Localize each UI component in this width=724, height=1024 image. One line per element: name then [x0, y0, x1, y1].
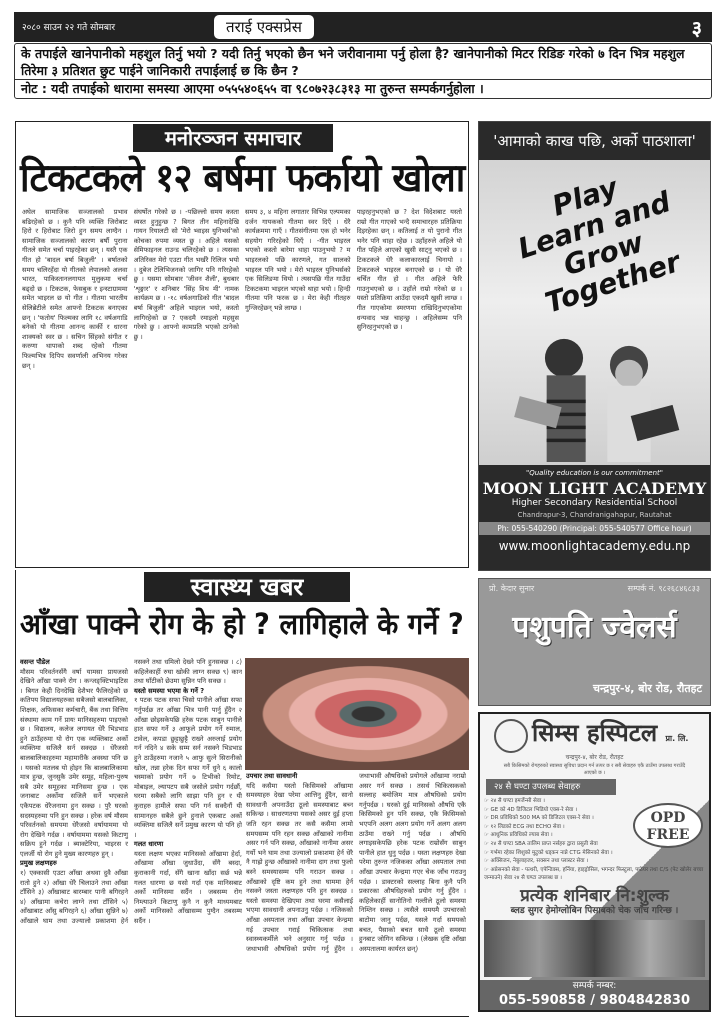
- hospital-advertisement: [478, 712, 711, 1012]
- ad-slogan: Play Learn and Grow Together: [513, 170, 685, 320]
- hospital-description: सबै किसिमको रोगहरुको स्वास्थ्य सुविधा प्रदान गर्न तत्पर छ र सबै सेवाहरु एकै ठाउँमा उपलब्ध गराउँदै आएको छ ।: [503, 763, 686, 776]
- offer-subtitle: ब्लड सुगर हेमोग्लोबिन पिसाबको चेक जाँच गरिन्छ ।: [510, 905, 679, 916]
- jewelers-advertisement: [478, 578, 711, 706]
- school-website: www.moonlightacademy.edu.np: [498, 539, 691, 553]
- opd-free-badge: OPD FREE: [633, 803, 703, 848]
- service-item: ☞ १२ लिडको ECG तथा ECHO सेवा ।: [484, 823, 565, 830]
- service-item: ☞ DR प्रविधिको 500 MA को डिजिटल एक्स-रे सेवा ।: [484, 815, 594, 822]
- notice-text: के तपाईले खानेपानीको महशुल तिर्नु भयो ? यदी तिर्नु भएको छैन भने जरीवानामा पर्नु होला है? खानेपानीको मिटर रिडिङ गरेको ७ दिन भित्र महशुल तिरेमा ३ प्रतिशत छुट पाईने जानिकारी तपाईलाई छ कि छैन ?: [21, 46, 685, 78]
- headline: टिकटकले १२ बर्षमा फर्कायो खोला: [20, 156, 465, 201]
- issue-date: २०८० साउन २२ गते सोमबार: [22, 23, 116, 33]
- health-article: [15, 570, 469, 1017]
- school-subtitle: Higher Secondary Residential School: [511, 498, 678, 508]
- school-name: MOON LIGHT ACADEMY: [482, 479, 707, 498]
- subheading: उपचार तथा सावधानी: [246, 772, 298, 780]
- page-number: ३: [691, 16, 702, 40]
- ad-tagline: 'आमाको काख पछि, अर्को पाठशाला': [479, 122, 710, 160]
- school-advertisement: [478, 121, 711, 571]
- service-item: ☞ आधुनिक प्रविधिको ल्याब सेवा ।: [484, 832, 553, 839]
- contact-label: सम्पर्क नम्बर:: [572, 981, 617, 991]
- hospital-contact: [480, 980, 709, 1010]
- water-bill-notice: [14, 43, 712, 99]
- school-address: Chandrapur-3, Chandranigahapur, Rautahat: [517, 511, 672, 519]
- subheading: प्रमुख लक्षणहरु: [20, 859, 57, 868]
- contact-numbers: 055-590858 / 9804842830: [498, 993, 691, 1008]
- author-byline: वसन्त पौडेल: [20, 658, 50, 666]
- ad-footer: [479, 465, 710, 570]
- article-text: [246, 772, 466, 1013]
- article-text: [20, 658, 242, 927]
- offer-title: प्रत्येक शनिबार नि:शुल्क: [520, 885, 669, 906]
- service-item: ☞ अप्रेसनको सेवा - पत्थरी, एपेन्डिक्स, हर्निया, हाइड्रोसिल, भगन्दर फिस्टुला, पाठेघर तथा C/S (पेट खोलेर बच्चा जन्माउने) सेवा २४ सै घण्टा उपलब्ध छ ।: [484, 866, 704, 882]
- jewelers-phone: सम्पर्क नं. ९८२६८४६८३३: [627, 584, 700, 593]
- paragraph: १) एक्कासी एउटा आँखा अथवा दुवै आँखा रातो हुने २) आँखा धेरै चिलाउने तथा आँखा टाँसिने ३) आँखाबाट बारम्बार पानी बगिरहने ४) आँखामा कचेरा लाग्ने तथा टाँसिने ५) आँखाबाट आँसु बगिरहने ६) आँखा सुन्निने ७) आँखाले घाम तथा उज्यालो प्रकाशमा हेर्न नसक्ने तथा धमिलो देख्ने पनि हुनसक्छ । ८) कहिलेकाहीं रुघा खोकी लाग्न सक्छ ९) कान तथा घाँटीको छेउमा सुन्निन पनि सक्छ ।: [20, 658, 242, 926]
- saturday-offer: [480, 886, 709, 917]
- article-body: [20, 658, 242, 1013]
- proprietor: प्रो. केदार सुनार: [489, 584, 535, 593]
- subheading: गलत धारणा: [134, 840, 164, 849]
- article-columns-left: [20, 658, 242, 1013]
- red-eye-photo: [245, 658, 469, 770]
- hospital-name: [532, 718, 688, 754]
- page-header: [14, 12, 712, 42]
- hospital-logo-icon: [494, 719, 528, 753]
- service-item: ☞ अक्सिजन, नेबुलाइजर, सक्सन तथा प्लास्टर सेवा ।: [484, 858, 589, 865]
- entertainment-article: [15, 121, 469, 568]
- jewelers-name: पशुपति ज्वेलर्स: [512, 610, 677, 645]
- paragraph: मौसम परिवर्तनसँगै वर्षा यामसा प्रायजसो देखिने आँखा पाक्ने रोग । कन्जङ्क्टिभाइटिस । बिगत केही दिनदेखि देशैभर फैलिरहेको छ कतिपय विद्यालयहरुका सबैजसो बालबालिका, शिक्षक, अफिसका कर्मचारी, बैंक तथा वित्तिय संस्थामा काम गर्ने प्रायः मानिसहरुमा पाइएको छ । विद्यालय, कलेज लगायत धेरै भिडभाड हुने ठाउँहरुमा यो रोग एक व्यक्तिबाट अर्को व्यक्तिमा सजिलै सर्न सक्दछ । धेरैजसो बालबालिकाहरुमा महामारीकै अवस्था पनि छ । यसको मतलब यो होइन कि बालबालिकामा मात्र हुन्छ, जुनसुकै उमेर समूह, महिला-पुरुष सबै उमेर समूहका मानिसमा हुन्छ । एक जनाबाट अर्कोमा सजिलै सर्ने भएकाले एकैपटक धेरैजनामा हुन सक्छ । पुरै घरको सदस्यहरुमा पनि हुन सक्छ । हरेक वर्ष मौसम परिवर्तनको समयमा धेरैजसो वर्षायाममा यो रोग देखिने गर्दछ । वर्षायाममा यसको किटाणु सक्रिय हुने गर्दछ । ब्याक्टेरिया, भाइरस र एलर्जी यो रोग हुने मुख्य कारणहरु हुन् ।: [20, 667, 128, 858]
- article-column: समय ३, ४ महिना लगातार विभिन्न एल्पमका दर्जन गायकको गीतमा स्वर दिएँ । धेरै कार्यक्रममा गाएँ । गीतसंगीतमा एक हो भनेर सहयोग गरिरहेको थिएँ । -गीत भाइरल भएको कस्तो बारेमा थाहा पाउनुभयो ? म भाइरलको पछि कारणले, गत सालको भाइरल पनि भयो । मेरो भाइरल युनिभर्सको एक सिलिङमा थियो । त्यसपछि गीत गाउँदा टिकटकमा भाइरल भएको थाहा भयो । हिन्दी गीतमा पनि फरक छ । मेरा केही गीतहरु गुन्जिरहेछन् भन्ने लाग्छ ।: [245, 208, 351, 312]
- headline: आँखा पाक्ने रोग के हो ? लागिहाले के गर्ने ?: [20, 607, 464, 641]
- hospital-name-text: सिम्स हस्पिटल: [532, 719, 658, 747]
- ad-quote: "Quality education is our commitment": [525, 469, 664, 477]
- children-reading-image: [499, 332, 694, 462]
- article-column: पाइरहनुभएको छ ? देश विदेशबाट यस्तो राम्रो गीत गाएको भन्दै समाचारहरु प्रतिक्रिया दिइरहेका छन् । कतिलाई त यो पुरानो गीत भनेर पनि थाहा रहेछ । उहाँहरुले अहिले यो गीत पहिले आएको खुसी साट्नु भएको छ । टिकटकले धेरै कलाकारलाई चिनायो । टिकटकले भाइरल बनाएको छ । यो धेरै चर्चित गीत हो । गीत अहिले फेरि गाउनुभएको छ । उहाँले राम्रो गरेको छ । यस्तो प्रतिक्रिया आउँदा एकदमै खुसी लाग्छ । गीत गाएकोमा स्मरणमा राखिदिनुभएकोमा धन्यवाद भन्न चाहन्छु । अहिलेसम्म पनि सुनिरहनुभएको छ ।: [356, 208, 462, 332]
- paragraph: यदि कसैमा यस्तो किसिमको आँखामा समस्याहरु देखा परेमा आत्तिनु हुँदैन, सानो सावधानी अपनाउँदा ठूलो समस्याबाट बच्न सकिन्छ । साधरणतया यसको असर दुई हप्ता जति रहन सक्छ तर कसै कसैमा लामो समयसम्म पनि रहन सक्छ आँखाको नानीमा असर गर्न पनि सक्छ, आँखाको नानीमा असर गर्यो भने घाम तथा उज्यालो प्रकाशमा हेर्न धेरै नै गाह्रो हुन्छ आँखाको नानीमा दाग तथा फुलो बस्ने समस्यासम्म पनि गराउन सक्छ । आँखाको दृष्टि कम हुने तथा घाममा हेर्न नसक्ने जस्ता लक्षणहरु पनि हुन सक्दछ । यस्तो समस्या देखिएमा तथा घरमा कसैलाई भएमा सावधानी अपनाउनु पर्दछ । नजिकको आँखा अस्पताल तथा आँखा उपचार केन्द्रमा गई उपचार गराई चिकित्सक तथा स्वास्थ्यकर्मीले भने अनुसार गर्नु पर्दछ । जथाभावी औषधिको प्रयोग गर्नु हुँदैन । जथाभावी औषधिको प्रयोगले आँखामा नराम्रो असर गर्न सक्छ । तसर्थ चिकित्सकको सल्लाह बमोजिम मात्र औषधिको प्रयोग गर्नुपर्दछ । घरको दुई मानिसको औषधि एकै किसिमको हुन पनि सक्छ, एकै किसिमको भएपनि अलग अलग प्रयोग गर्ने अलग अलग ठाउँमा राख्ने गर्नु पर्दछ । औषधि लगाइसकेपछि हरेक पटक राम्रोसँग साबुन पानीले हात धुनु पर्दछ । यस्ता लक्षणहरु देखा परेमा तुरुन्त नजिकका आँखा अस्पताल तथा आँखा उपचार केन्द्रमा गएर चेक जाँच गराउनु पर्दछ । डाक्टरको सल्लाह बिना कुनै पनि प्रकारका औषधिहरुको प्रयोग गर्नु हुँदैन । कहिलेकाहीं सानोतिनो गल्तीले ठूलो समस्या निम्तिन सक्छ । त्यसैले समयमै उपचारको बाटोमा जानु पर्दछ, यसले गर्दा समयको बचत, पैसाको बचत साथै ठूलो समस्या हुनबाट जोगिन सकिन्छ । (लेखक दृष्टि आँखा अस्पतालमा कार्यरत छन्): [246, 772, 466, 953]
- article-column: संघर्षोत गरेको छ । -पछिल्लो समय कस्ता व्यस्त हुनुहुन्छ ? बिगत तीन महिनादेखि गायन रियालटी सो 'मेरो भ्वाइस युनिभर्स'को कोचका रुपमा व्यस्त छु । अहिले यसको सेमिफाइनल राउन्ड चलिरहेको छ । त्यसका अतिरिक्त मेरो एउटा गीत भर्खरै रिलिज भयो । दुबेज टेलिभिजनको जागिर पनि गरिरहेको छु । यसमा सोमबार 'जीवन शैली', बुधबार 'शृङ्गार' र शनिबार 'सिंह विथ मी' नामक कार्यक्रम छ । -१८ वर्षअगाडिको गीत 'बादल बर्षा बिजुली' अहिले भाइरल भयो, कस्तो लागिरहेको छ ? एकदमै रमाइलो महसुस गरेको छु । आफ्नो कामप्रति भएको ठानेको छु ।: [133, 208, 239, 341]
- notice-note: नोट : यदी तपाईको धारामा समस्या आएमा ०५५५४०६५५ वा ९८०७२३८३१३ मा तुरुन्त सम्पर्कगर्नुहोला ।: [15, 79, 711, 97]
- article-body: [22, 208, 462, 563]
- article-body-right: [246, 772, 466, 1013]
- services-area: [480, 797, 709, 883]
- service-item: ☞ GE को 4D डिजिटल भिडियो एक्स-रे सेवा ।: [484, 806, 578, 813]
- section-label: मनोरञ्जन समाचार: [133, 124, 333, 152]
- masthead: तराई एक्सप्रेस: [214, 15, 314, 39]
- service-item: ☞ गर्भमा रहेका शिशुको मुटुको धड्कन नाप्ने CTG मेसिनको सेवा ।: [484, 849, 613, 856]
- service-item: ☞ २४ सै घण्टा SBA तालिम प्राप्त नर्सहरु द्वारा प्रसुती सेवा: [484, 840, 598, 847]
- hospital-header: [480, 714, 709, 754]
- jewelers-address: चन्द्रपुर-४, बोर रोड, रौतहट: [593, 682, 702, 695]
- hospital-suffix: प्रा. लि.: [665, 734, 689, 743]
- hospital-address: चन्द्रपुर-४, बोर रोड, रौतहट: [565, 754, 624, 761]
- paragraph: यस्ता लक्षण भएका मानिसको आँखामा हेर्दा, आँखामा आँखा जुधाउँदा, सँगै बस्दा, कुराकानी गर्दा, सँगै खाना खाँदा सर्छ भन्ने गलत धारणा छ यसो गर्दा एक मानिसबाट अर्को मानिसमा सर्दैन । जबसम्म रोग निम्त्याउने किटाणु कुनै न कुनै माध्यमबाट अर्को मानिसको आँखासम्म पुग्दैन तबसम्म सर्दैन ।: [134, 849, 242, 926]
- hospital-photos: [484, 920, 705, 977]
- school-phone: Ph: 055-540290 (Principal: 055-540577 Office hour): [479, 522, 710, 535]
- article-column: अघेल सामाजिक सञ्जालको प्रभाव बढिरहेको छ । कुनै पनि व्यक्ति जिरोबाट हिरो र हिरोबाट जिरो हुन समय लाग्दैन । सामाजिक सञ्जालको कारण बर्षौ पुराना गीतले समेत चर्चा पाइरहेका छन् । यस्तै एक गीत हो 'बादल बर्षा बिजुली' । बर्षातको समय चलिरहँदा यो गीतको लेपालको अलवा भारत, पाकिस्तानलगायत मुलुकमा चर्चा बढ्दो छ । टिकटक, फेसबुक र इन्स्टाग्राममा समेत भाइरल छ यो गीत । गीतमा भारतीय सेलिब्रेटीले समेत आफ्नो टिकटक बनाएका छन् । 'फतोय' फिल्मका लागि १८ वर्षअगाडि बनेको यो गीतमा आनन्द कार्की र धारना शाक्यको स्वर छ । सचिन सिंहको संगीत र करुणा थापाको शब्द रहेको गीतमा फिल्मभित्र दिपिप सवर्णाली अभिनय गरेका छन् ।: [22, 208, 128, 370]
- subheading: यस्तो समस्या भएमा के गर्ने ?: [134, 686, 205, 695]
- section-label: स्वास्थ्य खबर: [144, 572, 350, 602]
- services-title: २४ सै घण्टा उपलब्ध सेवाहरु: [486, 779, 616, 795]
- service-item: ☞ २४ सै घण्टा इमर्जेन्सी सेवा ।: [484, 798, 545, 804]
- paragraph: १ पटक पटक सफा चिसो पानीले आँखा सफा गर्नुपर्दछ तर आँखा भित्र पानी पार्नु हुँदैन २ आँखा छोइसकेपछि हरेक पटक साबुन पानीले हात सफा गर्ने ३ आफूले प्रयोग गर्ने रुमाल, टावेल, कपडा छुट्टाछुट्टै राख्ने अरुलाई प्रयोग गर्न नदिने ४ सके सम्म सर्न नसक्ने भिडभाड हुने ठाउँहरुमा नजाने ५ आफु सुत्ने सिरानीको खोल, तन्ना हरेक दिन सफा गर्ने धुने ६ कालो चस्माको प्रयोग गर्ने ७ टिभीको रिमोट, मोबाइल, ल्यापटप सबै जसोले प्रयोग गर्दछौं, घरमा सबैको लागि साझा पनि हुन र यी कुराहरु हामीले सफा पनि गर्न सक्दैनौं यी सामानहरु सबैले छुने हुनाले एकबाट अर्को व्यक्तिमा सजिलै सर्ने प्रमुख कारण यो पनि हो ।: [134, 696, 242, 839]
